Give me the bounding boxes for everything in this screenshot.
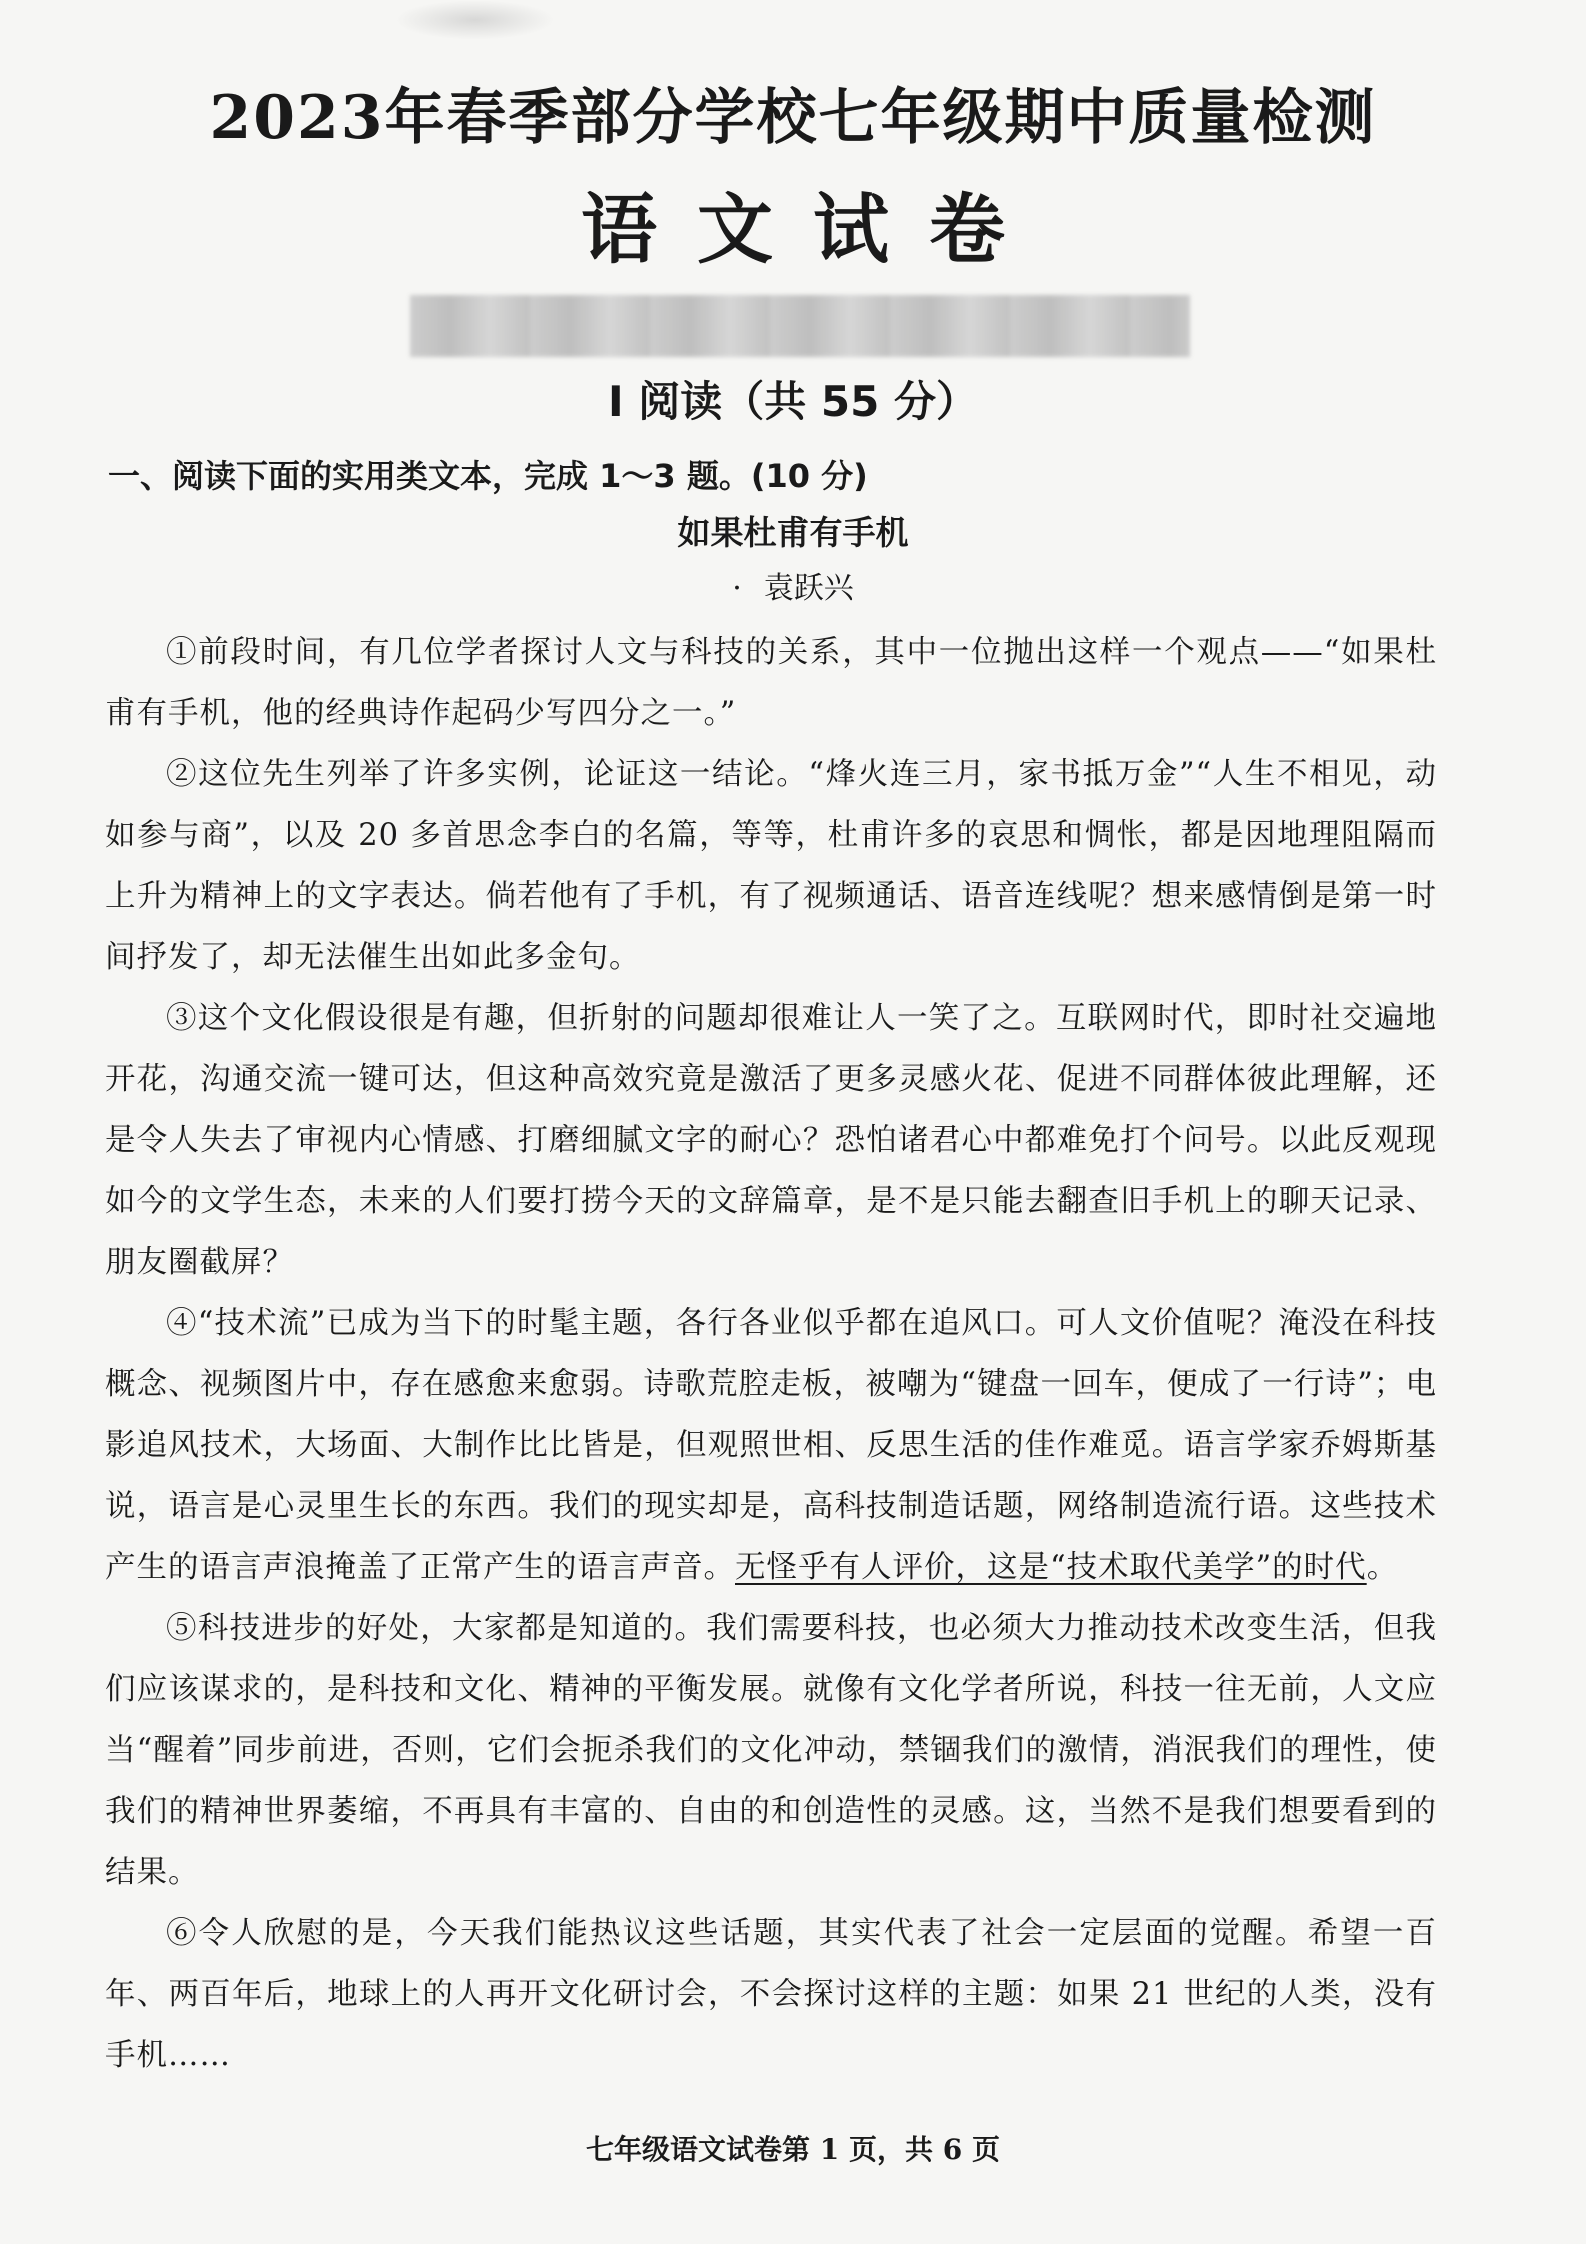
article-body — [105, 622, 1437, 2086]
redacted-info-bar — [410, 295, 1190, 357]
underlined-sentence: 无怪乎有人评价，这是“技术取代美学”的时代 — [735, 1550, 1367, 1585]
paragraph-6: ⑥令人欣慰的是，今天我们能热议这些话题，其实代表了社会一定层面的觉醒。希望一百年、两百年后，地球上的人再开文化研讨会，不会探讨这样的主题：如果 21 世纪的人类，没有手机…… — [105, 1916, 1437, 2073]
subject-title: 语文试卷 — [581, 185, 1045, 274]
article-author — [0, 566, 1586, 612]
author-name: 袁跃兴 — [763, 571, 854, 606]
section-title: Ⅰ 阅读（共 55 分） — [608, 377, 978, 426]
article-title: 如果杜甫有手机 — [677, 513, 909, 552]
scan-smudge — [395, 0, 555, 40]
paragraph-4 — [105, 1293, 1437, 1598]
paragraph-4-tail: 。 — [1366, 1550, 1399, 1585]
paragraph-1: ①前段时间，有几位学者探讨人文与科技的关系，其中一位抛出这样一个观点——“如果杜甫有手机，他的经典诗作起码少写四分之一。” — [105, 635, 1437, 731]
exam-title: 2023年春季部分学校七年级期中质量检测 — [209, 83, 1377, 153]
author-dot: · — [732, 571, 742, 606]
paragraph-2: ②这位先生列举了许多实例，论证这一结论。“烽火连三月，家书抵万金”“人生不相见，动如参与商”，以及 20 多首思念李白的名篇，等等，杜甫许多的哀思和惆怅，都是因地理阻隔而上升为精神上的文字表达。倘若他有了手机，有了视频通话、语音连线呢？想来感情倒是第一时间抒发了，却无法催生出如此多金句。 — [105, 757, 1437, 975]
paragraph-3: ③这个文化假设很是有趣，但折射的问题却很难让人一笑了之。互联网时代，即时社交遍地开花，沟通交流一键可达，但这种高效究竟是激活了更多灵感火花、促进不同群体彼此理解，还是令人失去了审视内心情感、打磨细腻文字的耐心？恐怕诸君心中都难免打个问号。以此反观现如今的文学生态，未来的人们要打捞今天的文辞篇章，是不是只能去翻查旧手机上的聊天记录、朋友圈截屏？ — [105, 1001, 1437, 1280]
question-title: 一、阅读下面的实用类文本，完成 1～3 题。(10 分) — [108, 457, 868, 495]
paragraph-5: ⑤科技进步的好处，大家都是知道的。我们需要科技，也必须大力推动技术改变生活，但我们应该谋求的，是科技和文化、精神的平衡发展。就像有文化学者所说，科技一往无前，人文应当“醒着”同步前进，否则，它们会扼杀我们的文化冲动，禁锢我们的激情，消泯我们的理性，使我们的精神世界萎缩，不再具有丰富的、自由的和创造性的灵感。这，当然不是我们想要看到的结果。 — [105, 1611, 1437, 1890]
page-footer: 七年级语文试卷第 1 页，共 6 页 — [586, 2133, 1000, 2166]
paragraph-4-text: ④“技术流”已成为当下的时髦主题，各行各业似乎都在追风口。可人文价值呢？淹没在科技概念、视频图片中，存在感愈来愈弱。诗歌荒腔走板，被嘲为“键盘一回车，便成了一行诗”；电影追风技术，大场面、大制作比比皆是，但观照世相、反思生活的佳作难觅。语言学家乔姆斯基说，语言是心灵里生长的东西。我们的现实却是，高科技制造话题，网络制造流行语。这些技术产生的语言声浪掩盖了正常产生的语言声音。 — [105, 1306, 1437, 1585]
